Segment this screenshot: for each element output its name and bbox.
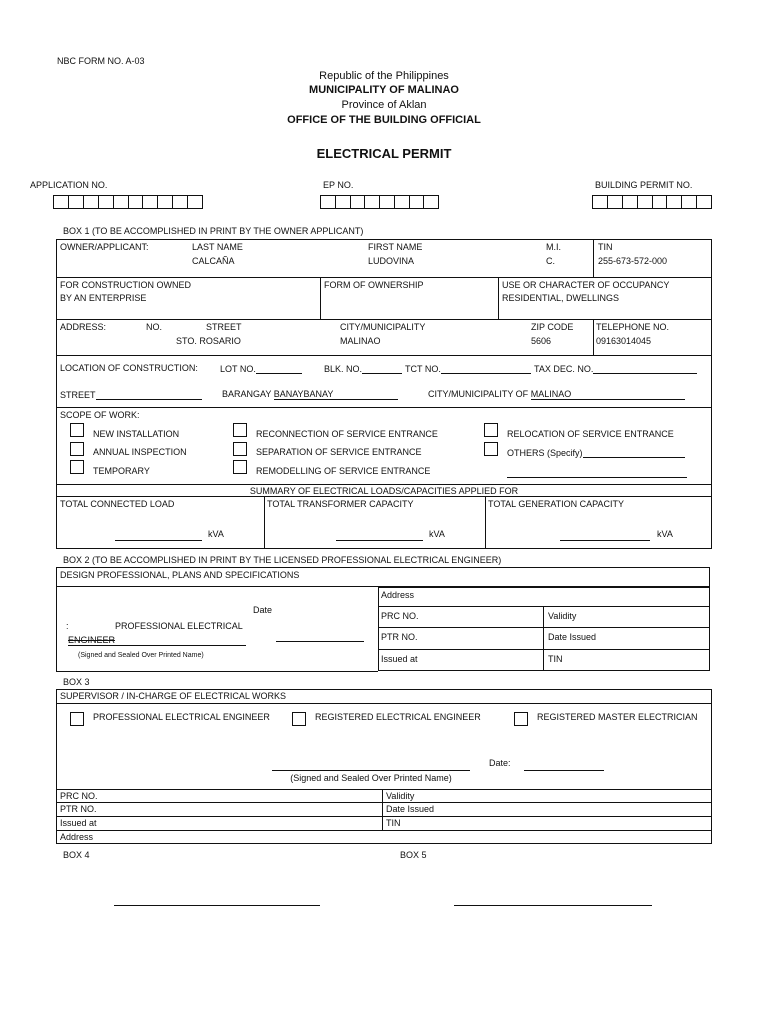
barangay-value: BANAYBANAY (274, 389, 398, 400)
location-street-label: STREET (60, 390, 96, 400)
address-city-value: MALINAO (340, 336, 381, 346)
location-city-label: CITY/MUNICIPALITY OF (428, 389, 529, 399)
box3-signed-label: (Signed and Sealed Over Printed Name) (290, 773, 452, 783)
address-street-label: STREET (206, 322, 242, 332)
blk-no-field[interactable] (324, 363, 402, 374)
phone-label: TELEPHONE NO. (596, 322, 670, 332)
tax-dec-field[interactable] (534, 363, 697, 374)
address-no-label: NO. (146, 322, 163, 332)
box3-heading: BOX 3 (63, 677, 90, 687)
pee-label-line1: PROFESSIONAL ELECTRICAL (115, 621, 243, 631)
mi-value: C. (546, 256, 555, 266)
separation-label: SEPARATION OF SERVICE ENTRANCE (256, 447, 422, 457)
transformer-label: TOTAL TRANSFORMER CAPACITY (267, 499, 414, 509)
generation-field[interactable] (560, 540, 650, 541)
reconnection-label: RECONNECTION OF SERVICE ENTRANCE (256, 429, 438, 439)
box2-issued-at-label: Issued at (381, 654, 418, 664)
page-title: ELECTRICAL PERMIT (316, 146, 452, 161)
office-line: OFFICE OF THE BUILDING OFFICIAL (287, 114, 481, 126)
annual-inspection-checkbox[interactable] (70, 442, 84, 456)
barangay-field[interactable] (222, 389, 398, 400)
last-name-value: CALCAÑA (192, 256, 235, 266)
scope-label: SCOPE OF WORK: (60, 410, 140, 420)
box3-ree-checkbox[interactable] (292, 712, 306, 726)
others-extra-line[interactable] (507, 477, 687, 478)
building-permit-no-label: BUILDING PERMIT NO. (595, 180, 693, 190)
form-number: NBC FORM NO. A-03 (57, 56, 145, 66)
province-line: Province of Aklan (341, 99, 427, 111)
box2-ptr-label: PTR NO. (381, 632, 418, 642)
others-field[interactable] (507, 447, 685, 458)
box3-ptr-label: PTR NO. (60, 804, 97, 814)
location-label: LOCATION OF CONSTRUCTION: (60, 363, 198, 373)
box2-details-frame (378, 587, 710, 671)
summary-label: SUMMARY OF ELECTRICAL LOADS/CAPACITIES APPLIED FOR (249, 486, 519, 496)
connected-load-field[interactable] (115, 540, 202, 541)
ep-no-label: EP NO. (323, 180, 354, 190)
tct-no-field[interactable] (405, 363, 531, 374)
box2-prc-label: PRC NO. (381, 611, 419, 621)
box3-pee-checkbox[interactable] (70, 712, 84, 726)
address-label: ADDRESS: (60, 322, 107, 332)
first-name-value: LUDOVINA (368, 256, 415, 266)
temporary-checkbox[interactable] (70, 460, 84, 474)
location-city-field[interactable] (428, 389, 685, 400)
ep-no-field[interactable] (320, 195, 439, 209)
box3-tin-label: TIN (386, 818, 401, 828)
new-installation-checkbox[interactable] (70, 423, 84, 437)
tax-dec-label: TAX DEC. NO. (534, 364, 594, 374)
others-checkbox[interactable] (484, 442, 498, 456)
box2-date-label: Date (253, 605, 273, 615)
address-city-label: CITY/MUNICIPALITY (340, 322, 426, 332)
tin-label: TIN (598, 242, 613, 252)
box1-heading: BOX 1 (TO BE ACCOMPLISHED IN PRINT BY THE OWNER APPLICANT) (63, 226, 364, 236)
tct-no-label: TCT NO. (405, 364, 441, 374)
generation-label: TOTAL GENERATION CAPACITY (488, 499, 625, 509)
box3-ree-label: REGISTERED ELECTRICAL ENGINEER (315, 712, 481, 722)
box3-date-issued-label: Date Issued (386, 804, 435, 814)
box5-label: BOX 5 (400, 850, 427, 860)
relocation-checkbox[interactable] (484, 423, 498, 437)
box4-label: BOX 4 (63, 850, 90, 860)
box2-signature-line[interactable] (68, 645, 246, 646)
lot-no-label: LOT NO. (220, 364, 256, 374)
transformer-field[interactable] (336, 540, 423, 541)
connected-load-label: TOTAL CONNECTED LOAD (60, 499, 175, 509)
municipality-line: MUNICIPALITY OF MALINAO (309, 84, 459, 96)
location-city-value: MALINAO (531, 389, 685, 400)
blk-no-label: BLK. NO. (324, 364, 363, 374)
enterprise-label-2: BY AN ENTERPRISE (60, 293, 147, 303)
phone-value: 09163014045 (596, 336, 652, 346)
temporary-label: TEMPORARY (93, 466, 150, 476)
transformer-unit: kVA (429, 529, 445, 539)
separation-checkbox[interactable] (233, 442, 247, 456)
application-no-label: APPLICATION NO. (30, 180, 108, 190)
tin-value: 255-673-572-000 (598, 256, 668, 266)
address-street-value: STO. ROSARIO (176, 336, 241, 346)
box3-rme-label: REGISTERED MASTER ELECTRICIAN (537, 712, 698, 722)
relocation-label: RELOCATION OF SERVICE ENTRANCE (507, 429, 674, 439)
box3-address-label: Address (60, 832, 94, 842)
first-name-label: FIRST NAME (368, 242, 423, 252)
box2-address-label: Address (381, 590, 415, 600)
building-permit-no-field[interactable] (592, 195, 712, 209)
new-installation-label: NEW INSTALLATION (93, 429, 180, 439)
box2-heading: BOX 2 (TO BE ACCOMPLISHED IN PRINT BY THE LICENSED PROFESSIONAL ELECTRICAL ENGINEER) (63, 555, 502, 565)
box3-prc-label: PRC NO. (60, 791, 98, 801)
supervisor-label: SUPERVISOR / IN-CHARGE OF ELECTRICAL WORKS (60, 691, 287, 701)
box3-date-label: Date: (489, 758, 511, 768)
occupancy-label: USE OR CHARACTER OF OCCUPANCY (502, 280, 670, 290)
connected-load-unit: kVA (208, 529, 224, 539)
box2-date-issued-label: Date Issued (548, 632, 597, 642)
box2-tin-label: TIN (548, 654, 563, 664)
box4-signature-line[interactable] (114, 905, 320, 906)
application-no-field[interactable] (53, 195, 203, 209)
reconnection-checkbox[interactable] (233, 423, 247, 437)
republic-line: Republic of the Philippines (319, 70, 449, 82)
location-street-field[interactable] (60, 389, 202, 400)
box2-colon: : (66, 621, 69, 631)
box2-validity-label: Validity (548, 611, 577, 621)
remodelling-label: REMODELLING OF SERVICE ENTRANCE (256, 466, 431, 476)
zip-value: 5606 (531, 336, 552, 346)
box2-date-field[interactable] (276, 641, 364, 642)
box3-pee-label: PROFESSIONAL ELECTRICAL ENGINEER (93, 712, 270, 722)
ownership-label: FORM OF OWNERSHIP (324, 280, 424, 290)
owner-label: OWNER/APPLICANT: (60, 242, 149, 252)
enterprise-label-1: FOR CONSTRUCTION OWNED (60, 280, 191, 290)
box3-issued-at-label: Issued at (60, 818, 97, 828)
occupancy-value: RESIDENTIAL, DWELLINGS (502, 293, 620, 303)
annual-inspection-label: ANNUAL INSPECTION (93, 447, 187, 457)
lot-no-field[interactable] (220, 363, 302, 374)
mi-label: M.I. (546, 242, 561, 252)
box3-rme-checkbox[interactable] (514, 712, 528, 726)
remodelling-checkbox[interactable] (233, 460, 247, 474)
box3-validity-label: Validity (386, 791, 415, 801)
pee-label-line2: ENGINEER (68, 635, 116, 645)
zip-label: ZIP CODE (531, 322, 574, 332)
generation-unit: kVA (657, 529, 673, 539)
box5-signature-line[interactable] (454, 905, 652, 906)
box3-signature-line[interactable] (272, 770, 470, 771)
box3-date-field[interactable] (524, 770, 604, 771)
last-name-label: LAST NAME (192, 242, 243, 252)
design-label: DESIGN PROFESSIONAL, PLANS AND SPECIFICATIONS (60, 570, 300, 580)
others-label: OTHERS (Specify) (507, 448, 583, 458)
box2-signed-label: (Signed and Sealed Over Printed Name) (78, 652, 204, 659)
barangay-label: BARANGAY (222, 389, 272, 399)
